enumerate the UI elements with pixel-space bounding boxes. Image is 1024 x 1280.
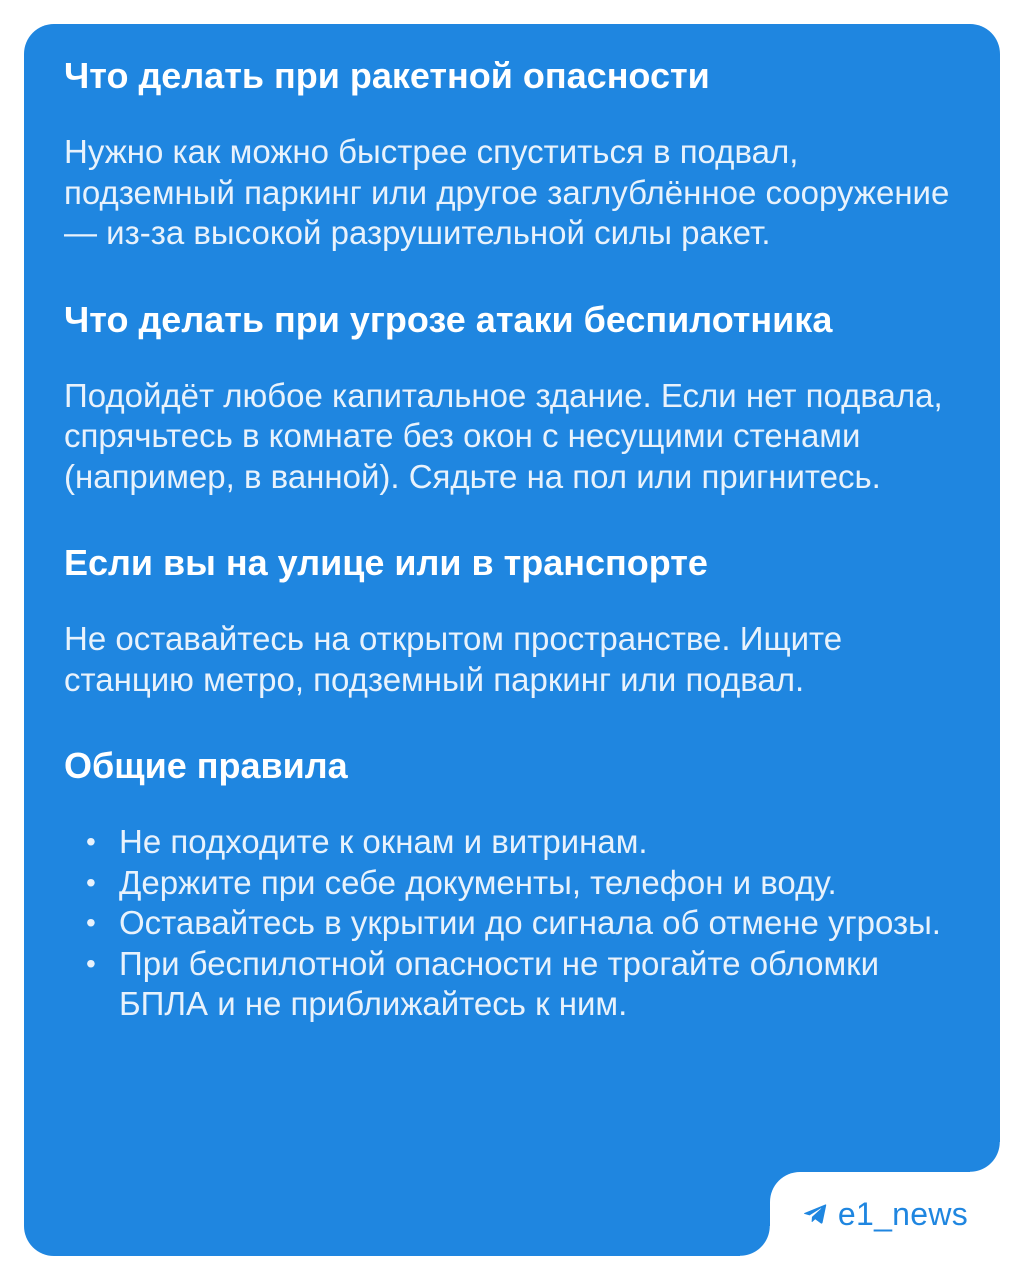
- list-item: [64, 903, 964, 944]
- list-item: [64, 944, 964, 1025]
- bullet: •: [86, 866, 96, 898]
- brand-name: e1_news: [837, 1195, 969, 1232]
- section-general-rules: [64, 744, 960, 1025]
- bullet: •: [86, 907, 96, 938]
- list-item: [64, 863, 964, 904]
- list-item-text: Оставайтесь в укрытии до сигнала об отмене угрозы.: [119, 904, 941, 941]
- section-missile: [64, 54, 960, 254]
- section-drone: [64, 298, 960, 498]
- section-heading: Что делать при ракетной опасности: [64, 55, 710, 96]
- section-text: Нужно как можно быстрее спуститься в подвал, подземный паркинг или другое заглублённое сооружение — из-за высокой разрушительной силы ракет.: [64, 133, 950, 251]
- rules-heading: Общие правила: [64, 745, 348, 786]
- info-card: [24, 24, 1000, 1256]
- brand-tab: [770, 1172, 1000, 1256]
- section-outdoors: [64, 541, 960, 700]
- list-item: [64, 822, 964, 863]
- section-heading: Что делать при угрозе атаки беспилотника: [64, 298, 833, 340]
- section-heading: Если вы на улице или в транспорте: [64, 542, 708, 583]
- list-item-text: Держите при себе документы, телефон и воду.: [119, 863, 837, 901]
- list-item-text: При беспилотной опасности не трогайте обломки БПЛА и не приближайтесь к ним.: [119, 944, 880, 1022]
- bullet: •: [86, 826, 96, 857]
- section-text: Не оставайтесь на открытом пространстве. Ищите станцию метро, подземный паркинг или подвал.: [64, 620, 843, 698]
- list-item-text: Не подходите к окнам и витринам.: [119, 823, 648, 860]
- rules-list: [64, 822, 964, 1025]
- bullet: •: [86, 947, 96, 979]
- section-text: Подойдёт любое капитальное здание. Если нет подвала, спрячьтесь в комнате без окон с несущими стенами (например, в ванной). Сядьте на пол или пригнитесь.: [64, 376, 943, 495]
- telegram-icon: [802, 1201, 828, 1227]
